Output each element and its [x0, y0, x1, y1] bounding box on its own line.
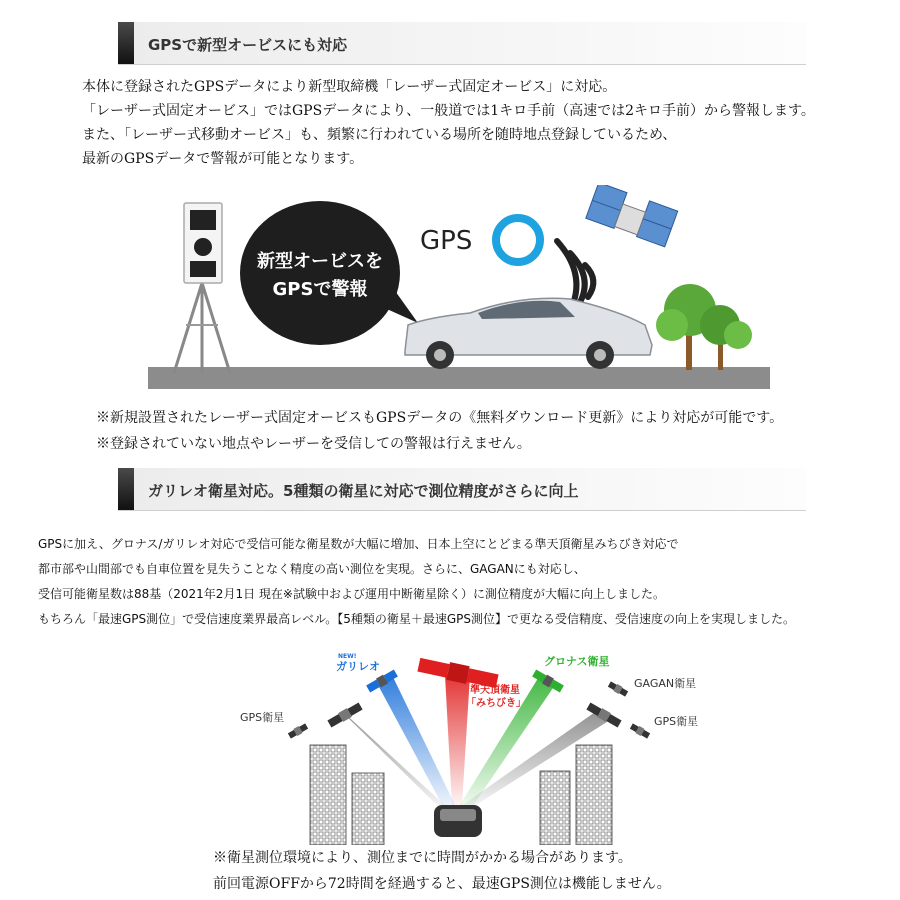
michibiki-label-line2: 「みちびき」 — [466, 698, 526, 709]
body-line: 受信可能衛星数は88基（2021年2月1日 現在※試験中および運用中断衛星除く）に測位精度が大幅に向上しました。 — [38, 587, 665, 601]
section-title: GPSで新型オービスにも対応 — [148, 36, 348, 54]
section-body — [82, 75, 815, 171]
galileo-label: ガリレオ — [336, 660, 380, 673]
galileo-new-badge: NEW! — [338, 653, 357, 660]
car-rear-icon — [434, 805, 482, 837]
body-line: 本体に登録されたGPSデータにより新型取締機「レーザー式固定オービス」に対応。 — [82, 79, 617, 95]
satellite-icon — [586, 185, 678, 247]
galileo-beam — [378, 675, 455, 810]
road — [148, 367, 770, 389]
speech-bubble — [240, 201, 418, 345]
section-notes — [213, 845, 671, 897]
note-line: ※新規設置されたレーザー式固定オービスもGPSデータの《無料ダウンロード更新》により対応が可能です。 — [96, 410, 784, 426]
glonass-label: グロナス衛星 — [544, 655, 610, 668]
car-icon — [405, 298, 652, 369]
section-title: ガリレオ衛星対応。5種類の衛星に対応で測位精度がさらに向上 — [148, 482, 579, 500]
section-notes — [96, 405, 783, 457]
gagan-label: GAGAN衛星 — [634, 677, 697, 690]
building — [310, 745, 346, 845]
building — [540, 771, 570, 845]
gps-satellite-icon — [629, 723, 650, 740]
body-line: また、「レーザー式移動オービス」も、頻繁に行われている場所を随時地点登録しているため、 — [82, 127, 677, 143]
note-line: 前回電源OFFから72時間を経過すると、最速GPS測位は機能しません。 — [213, 876, 671, 892]
bubble-text-line2: GPSで警報 — [272, 279, 368, 300]
body-line: 都市部や山間部でも自車位置を見失うことなく精度の高い測位を実現。さらに、GAGANにも対応し、 — [38, 562, 586, 576]
body-line: 「レーザー式固定オービス」ではGPSデータにより、一般道では1キロ手前（高速では2キロ手前）から警報します。 — [82, 103, 815, 119]
michibiki-label-line1: 準天頂衛星 — [470, 685, 520, 696]
orbis-camera — [174, 203, 230, 373]
gps-left-label: GPS衛星 — [240, 711, 285, 724]
orbis-gps-illustration — [0, 185, 900, 405]
gps-satellite-icon — [287, 723, 308, 740]
note-line: ※登録されていない地点やレーザーを受信しての警報は行えません。 — [96, 436, 531, 452]
gagan-satellite-icon — [607, 681, 628, 698]
satellite-diagram — [0, 645, 900, 845]
body-line: もちろん「最速GPS測位」で受信速度業界最高レベル。【5種類の衛星＋最速GPS測位】で更なる受信精度、受信速度の向上を実現しました。 — [38, 612, 795, 626]
note-line: ※衛星測位環境により、測位までに時間がかかる場合があります。 — [213, 850, 632, 866]
tree-icon — [656, 284, 752, 370]
gps-right-label: GPS衛星 — [654, 715, 699, 728]
gps-label: GPS — [420, 226, 473, 256]
gps-ring-icon — [496, 218, 540, 262]
section-header-gps — [118, 22, 806, 65]
section-header-galileo — [118, 468, 806, 511]
header-accent-bar — [118, 468, 134, 510]
body-line: GPSに加え、グロナス/ガリレオ対応で受信可能な衛星数が大幅に増加、日本上空にとどまる準天頂衛星みちびき対応で — [38, 537, 679, 551]
building — [576, 745, 612, 845]
bubble-text-line1: 新型オービスを — [257, 251, 383, 272]
section-body — [38, 532, 795, 632]
body-line: 最新のGPSデータで警報が可能となります。 — [82, 151, 364, 167]
gps-satellite-icon — [327, 702, 363, 729]
header-accent-bar — [118, 22, 134, 64]
michibiki-beam — [445, 675, 470, 805]
building — [352, 773, 384, 845]
